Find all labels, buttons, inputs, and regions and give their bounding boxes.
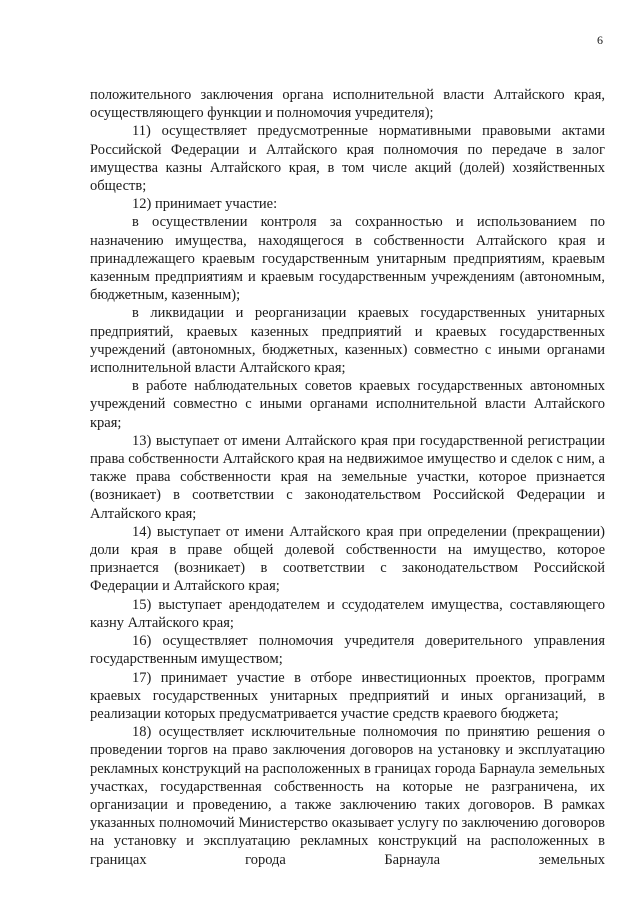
paragraph-item-11: 11) осуществляет предусмотренные нормативными правовыми актами Российской Федерации и Алтайского края полномочия по передаче в залог имущества казны Алтайского края, в том числе акций (долей) хозяйственных обществ; <box>90 123 605 195</box>
paragraph-item-13: 13) выступает от имени Алтайского края при государственной регистрации права собственности Алтайского края на недвижимое имущество и сделок с ним, а также права собственности края на земельные участки, которое признается (возникает) в соответствии с законодательством Российской Федерации и Алтайского края; <box>90 432 605 522</box>
paragraph-item-16: 16) осуществляет полномочия учредителя доверительного управления государственным имуществом; <box>90 633 605 668</box>
paragraph-continuation: положительного заключения органа исполнительной власти Алтайского края, осуществляющего функции и полномочия учредителя); <box>90 87 605 122</box>
paragraph-item-17: 17) принимает участие в отборе инвестиционных проектов, программ краевых государственных унитарных предприятий и иных организаций, в реализации которых предусматривается участие средств краевого бюджета; <box>90 669 605 722</box>
paragraph-item-12-supervisory-boards: в работе наблюдательных советов краевых государственных автономных учреждений совместно с иными органами исполнительной власти Алтайского края; <box>90 378 605 431</box>
page-number: 6 <box>597 33 603 47</box>
paragraph-item-14: 14) выступает от имени Алтайского края при определении (прекращении) доли края в праве общей долевой собственности на имущество, которое признается (возникает) в соответствии с законодательством Российской Федерации и Алтайского края; <box>90 523 605 595</box>
paragraph-item-12: 12) принимает участие: <box>132 196 278 213</box>
paragraph-item-15: 15) выступает арендодателем и ссудодателем имущества, составляющего казну Алтайского края; <box>90 596 605 631</box>
paragraph-item-18: 18) осуществляет исключительные полномочия по принятию решения о проведении торгов на право заключения договоров на установку и эксплуатацию рекламных конструкций на расположенных в границах города Барнаула земельных участках, государственная собственность на которые не разграничена, их организации и проведению, а также заключению таких договоров. В рамках указанных полномочий Министерство оказывает услугу по заключению договоров на установку и эксплуатацию рекламных конструкций на расположенных в границах города Барнаула земельных <box>90 724 605 868</box>
paragraph-item-12-control: в осуществлении контроля за сохранностью и использованием по назначению имущества, находящегося в собственности Алтайского края и принадлежащего краевым государственным унитарным предприятиям, краевым казенным предприятиям и краевым государственным учреждениям (автономным, бюджетным, казенным); <box>90 214 605 304</box>
paragraph-item-12-liquidation: в ликвидации и реорганизации краевых государственных унитарных предприятий, краевых казенных предприятий и краевых государственных учреждений (автономных, бюджетных, казенных) совместно с иными органами исполнительной власти Алтайского края; <box>90 305 605 377</box>
document-body <box>90 86 605 869</box>
